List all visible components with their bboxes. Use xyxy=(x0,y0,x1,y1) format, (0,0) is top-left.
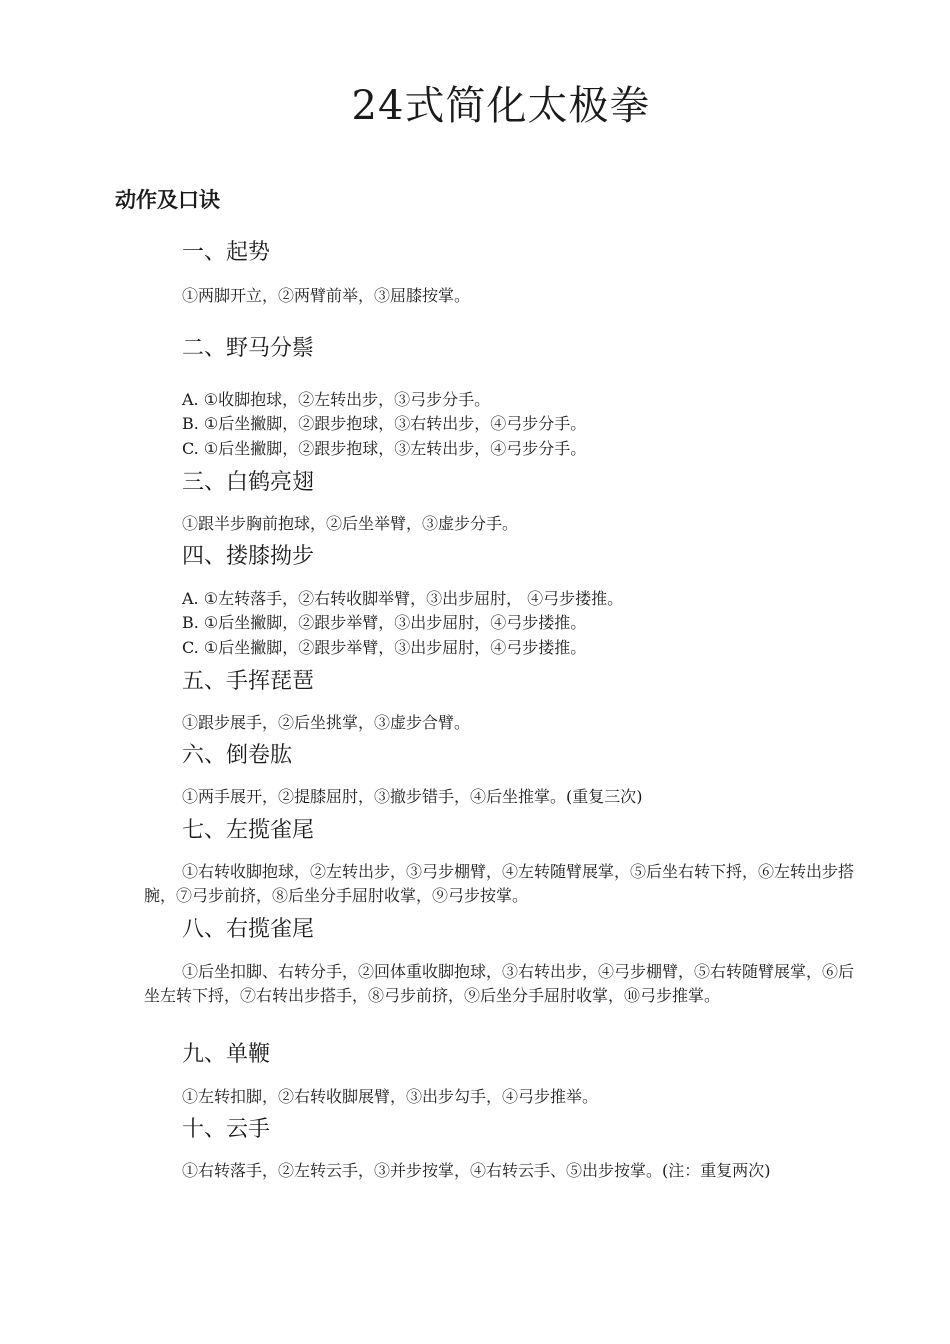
form-heading: 二、野马分鬃 xyxy=(182,336,315,361)
form-heading: 三、白鹤亮翅 xyxy=(182,470,315,495)
form-line: B. ①后坐撇脚，②跟步举臂，③出步屈肘，④弓步搂推。 xyxy=(182,613,587,632)
form-line: C. ①后坐撇脚，②跟步举臂，③出步屈肘，④弓步搂推。 xyxy=(182,638,587,657)
document-title: 24式简化太极拳 xyxy=(351,83,651,129)
section-heading: 动作及口诀 xyxy=(115,188,220,212)
form-heading: 六、倒卷肱 xyxy=(182,743,293,768)
form-heading: 八、右揽雀尾 xyxy=(182,917,315,942)
form-paragraph: ①右转收脚抱球，②左转出步，③弓步棚臂，④左转随臂展掌，⑤后坐右转下捋，⑥左转出步搭腕，⑦弓步前挤，⑧后坐分手屈肘收掌，⑨弓步按掌。 xyxy=(144,862,855,905)
form-line: ①两手展开，②提膝屈肘，③撤步错手，④后坐推掌。(重复三次) xyxy=(182,787,643,806)
form-paragraph: ①后坐扣脚、右转分手，②回体重收脚抱球，③右转出步，④弓步棚臂，⑤右转随臂展掌，⑥后坐左转下捋，⑦右转出步搭手，⑧弓步前挤，⑨后坐分手屈肘收掌，⑩弓步推掌。 xyxy=(144,962,855,1005)
form-paragraph: ①右转落手，②左转云手，③并步按掌，④右转云手、⑤出步按掌。(注：重复两次) xyxy=(182,1161,771,1180)
form-heading: 五、手挥琵琶 xyxy=(182,669,315,694)
form-heading: 九、单鞭 xyxy=(182,1042,271,1067)
form-heading: 七、左揽雀尾 xyxy=(182,818,315,843)
form-line: B. ①后坐撇脚，②跟步抱球，③右转出步，④弓步分手。 xyxy=(182,414,587,433)
form-heading: 一、起势 xyxy=(182,240,271,265)
form-heading: 四、搂膝拗步 xyxy=(182,544,315,569)
form-heading: 十、云手 xyxy=(182,1117,271,1142)
form-line: A. ①左转落手，②右转收脚举臂，③出步屈肘， ④弓步搂推。 xyxy=(182,589,624,608)
form-line: A. ①收脚抱球，②左转出步，③弓步分手。 xyxy=(182,390,491,409)
form-line: ①跟半步胸前抱球，②后坐举臂，③虚步分手。 xyxy=(182,514,519,533)
form-line: ①左转扣脚，②右转收脚展臂，③出步勾手，④弓步推举。 xyxy=(182,1087,599,1106)
form-line: ①跟步展手，②后坐挑掌，③虚步合臂。 xyxy=(182,713,471,732)
form-line: ①两脚开立，②两臂前举，③屈膝按掌。 xyxy=(182,286,471,305)
form-line: C. ①后坐撇脚，②跟步抱球，③左转出步，④弓步分手。 xyxy=(182,439,587,458)
